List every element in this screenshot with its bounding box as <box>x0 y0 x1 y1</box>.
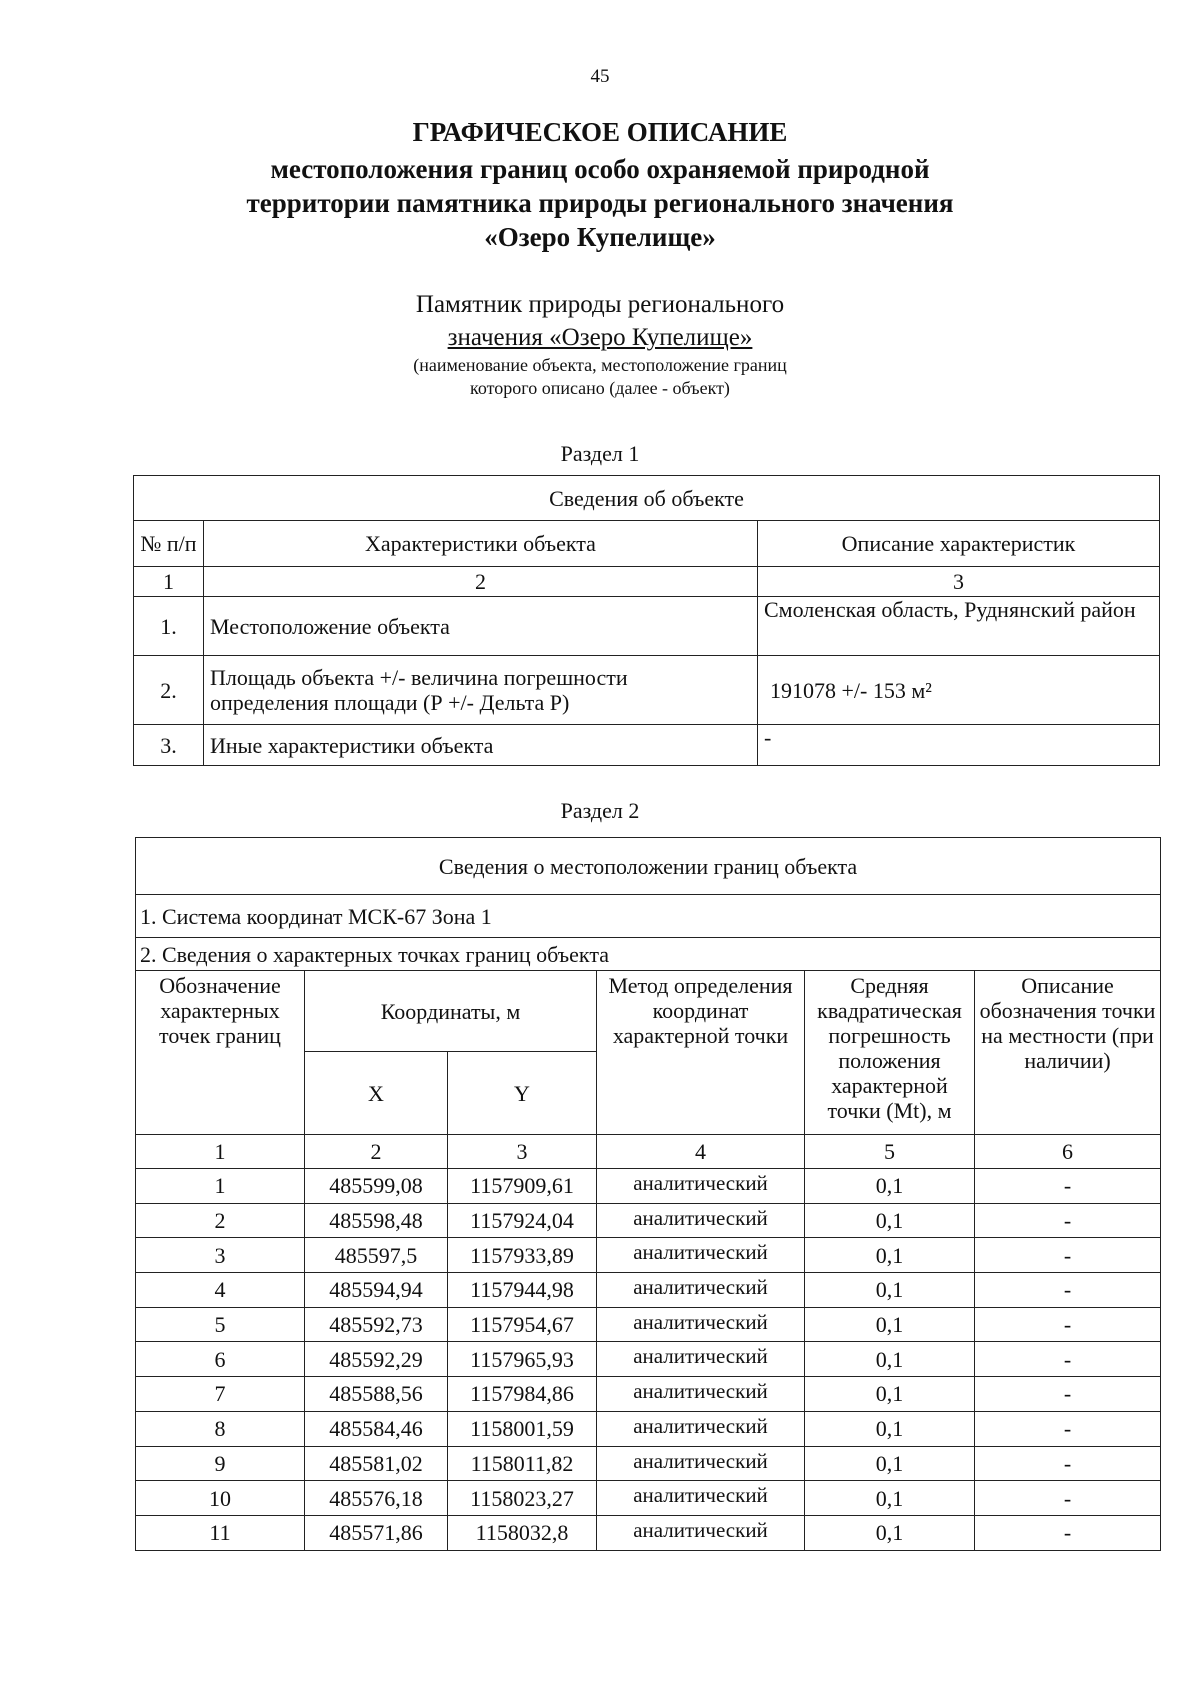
point-id: 3 <box>136 1238 305 1273</box>
method: аналитический <box>597 1481 805 1516</box>
column-header-error: Средняя квадратическая погрешность положения характерной точки (Mt), м <box>805 971 975 1135</box>
characteristic-name: Иные характеристики объекта <box>204 725 758 766</box>
column-header-method: Метод определения координат характерной точки <box>597 971 805 1135</box>
mean-error: 0,1 <box>805 1446 975 1481</box>
table-row <box>134 725 1160 766</box>
point-id: 6 <box>136 1342 305 1377</box>
column-header: Характеристики объекта <box>204 521 758 567</box>
row-number: 1. <box>134 597 204 656</box>
column-header-x: X <box>305 1052 448 1135</box>
point-description: - <box>975 1307 1161 1342</box>
column-header-description: Описание обозначения точки на местности (при наличии) <box>975 971 1161 1135</box>
table-row <box>136 1411 1161 1446</box>
table-row <box>136 1377 1161 1412</box>
coord-y: 1158032,8 <box>448 1515 597 1550</box>
coord-x: 485592,29 <box>305 1342 448 1377</box>
point-description: - <box>975 1342 1161 1377</box>
method: аналитический <box>597 1446 805 1481</box>
characteristic-name: Площадь объекта +/- величина погрешности определения площади (Р +/- Дельта Р) <box>204 656 758 725</box>
mean-error: 0,1 <box>805 1273 975 1308</box>
coord-x: 485598,48 <box>305 1203 448 1238</box>
object-name-note: которого описано (далее - объект) <box>470 378 730 398</box>
method: аналитический <box>597 1238 805 1273</box>
object-name-line: Памятник природы регионального <box>415 291 785 318</box>
coordinate-system: 1. Система координат МСК-67 Зона 1 <box>136 895 1161 938</box>
mean-error: 0,1 <box>805 1342 975 1377</box>
point-id: 2 <box>136 1203 305 1238</box>
coord-y: 1158023,27 <box>448 1481 597 1516</box>
table-row <box>136 1238 1161 1273</box>
point-description: - <box>975 1203 1161 1238</box>
point-description: - <box>975 1377 1161 1412</box>
column-header-point: Обозначение характерных точек границ <box>136 971 305 1135</box>
mean-error: 0,1 <box>805 1169 975 1204</box>
column-number: 6 <box>975 1135 1161 1169</box>
column-number: 2 <box>204 567 758 597</box>
title-line: территории памятника природы регионального значения <box>246 188 954 218</box>
point-description: - <box>975 1273 1161 1308</box>
point-description: - <box>975 1411 1161 1446</box>
mean-error: 0,1 <box>805 1203 975 1238</box>
title-line: «Озеро Купелище» <box>484 222 716 252</box>
point-description: - <box>975 1238 1161 1273</box>
method: аналитический <box>597 1273 805 1308</box>
method: аналитический <box>597 1411 805 1446</box>
coord-y: 1157954,67 <box>448 1307 597 1342</box>
document-title <box>0 115 1200 254</box>
method: аналитический <box>597 1342 805 1377</box>
coord-y: 1157933,89 <box>448 1238 597 1273</box>
coord-y: 1158011,82 <box>448 1446 597 1481</box>
table-row <box>136 1515 1161 1550</box>
column-header: Описание характеристик <box>758 521 1160 567</box>
column-number: 1 <box>136 1135 305 1169</box>
table-caption: Сведения о местоположении границ объекта <box>136 838 1161 895</box>
column-number: 2 <box>305 1135 448 1169</box>
coord-x: 485592,73 <box>305 1307 448 1342</box>
mean-error: 0,1 <box>805 1411 975 1446</box>
table-row <box>136 1446 1161 1481</box>
characteristic-value: - <box>758 725 1160 766</box>
coord-x: 485588,56 <box>305 1377 448 1412</box>
coord-x: 485571,86 <box>305 1515 448 1550</box>
title-line: местоположения границ особо охраняемой природной <box>270 154 930 184</box>
table-caption: Сведения об объекте <box>134 476 1160 521</box>
point-id: 4 <box>136 1273 305 1308</box>
mean-error: 0,1 <box>805 1238 975 1273</box>
boundary-points-table <box>135 837 1161 1551</box>
table-row <box>136 1481 1161 1516</box>
method: аналитический <box>597 1203 805 1238</box>
point-description: - <box>975 1515 1161 1550</box>
method: аналитический <box>597 1377 805 1412</box>
coord-x: 485594,94 <box>305 1273 448 1308</box>
coord-y: 1157965,93 <box>448 1342 597 1377</box>
coord-y: 1157924,04 <box>448 1203 597 1238</box>
mean-error: 0,1 <box>805 1377 975 1412</box>
coord-y: 1157944,98 <box>448 1273 597 1308</box>
coord-x: 485584,46 <box>305 1411 448 1446</box>
table-row <box>134 597 1160 656</box>
coord-x: 485597,5 <box>305 1238 448 1273</box>
characteristic-value: Смоленская область, Руднянский район <box>758 597 1160 656</box>
table-row <box>134 656 1160 725</box>
method: аналитический <box>597 1515 805 1550</box>
column-number: 3 <box>448 1135 597 1169</box>
column-header-y: Y <box>448 1052 597 1135</box>
object-name-line: значения «Озеро Купелище» <box>447 324 753 351</box>
coord-y: 1158001,59 <box>448 1411 597 1446</box>
coord-x: 485576,18 <box>305 1481 448 1516</box>
table-row <box>136 1273 1161 1308</box>
object-name-block <box>0 288 1200 400</box>
column-number: 3 <box>758 567 1160 597</box>
characteristic-value: 191078 +/- 153 м² <box>758 656 1160 725</box>
mean-error: 0,1 <box>805 1307 975 1342</box>
point-id: 1 <box>136 1169 305 1204</box>
column-header: № п/п <box>134 521 204 567</box>
point-description: - <box>975 1481 1161 1516</box>
column-number: 1 <box>134 567 204 597</box>
row-number: 2. <box>134 656 204 725</box>
table-row <box>136 1169 1161 1204</box>
section1-label: Раздел 1 <box>560 441 640 466</box>
mean-error: 0,1 <box>805 1481 975 1516</box>
point-description: - <box>975 1446 1161 1481</box>
point-id: 10 <box>136 1481 305 1516</box>
method: аналитический <box>597 1169 805 1204</box>
section2-label: Раздел 2 <box>560 798 640 823</box>
point-id: 7 <box>136 1377 305 1412</box>
coord-y: 1157909,61 <box>448 1169 597 1204</box>
object-info-table <box>133 475 1160 766</box>
page-number: 45 <box>590 66 610 87</box>
point-id: 8 <box>136 1411 305 1446</box>
object-name-note: (наименование объекта, местоположение границ <box>413 355 787 375</box>
point-id: 5 <box>136 1307 305 1342</box>
characteristic-name: Местоположение объекта <box>204 597 758 656</box>
point-id: 11 <box>136 1515 305 1550</box>
point-id: 9 <box>136 1446 305 1481</box>
coord-x: 485599,08 <box>305 1169 448 1204</box>
column-number: 5 <box>805 1135 975 1169</box>
points-caption: 2. Сведения о характерных точках границ объекта <box>136 938 1161 971</box>
column-number: 4 <box>597 1135 805 1169</box>
point-description: - <box>975 1169 1161 1204</box>
coord-x: 485581,02 <box>305 1446 448 1481</box>
table-row <box>136 1342 1161 1377</box>
table-row <box>136 1203 1161 1238</box>
mean-error: 0,1 <box>805 1515 975 1550</box>
method: аналитический <box>597 1307 805 1342</box>
coord-y: 1157984,86 <box>448 1377 597 1412</box>
title-heading: ГРАФИЧЕСКОЕ ОПИСАНИЕ <box>412 117 788 147</box>
table-row <box>136 1307 1161 1342</box>
column-header-coords: Координаты, м <box>305 971 597 1052</box>
row-number: 3. <box>134 725 204 766</box>
